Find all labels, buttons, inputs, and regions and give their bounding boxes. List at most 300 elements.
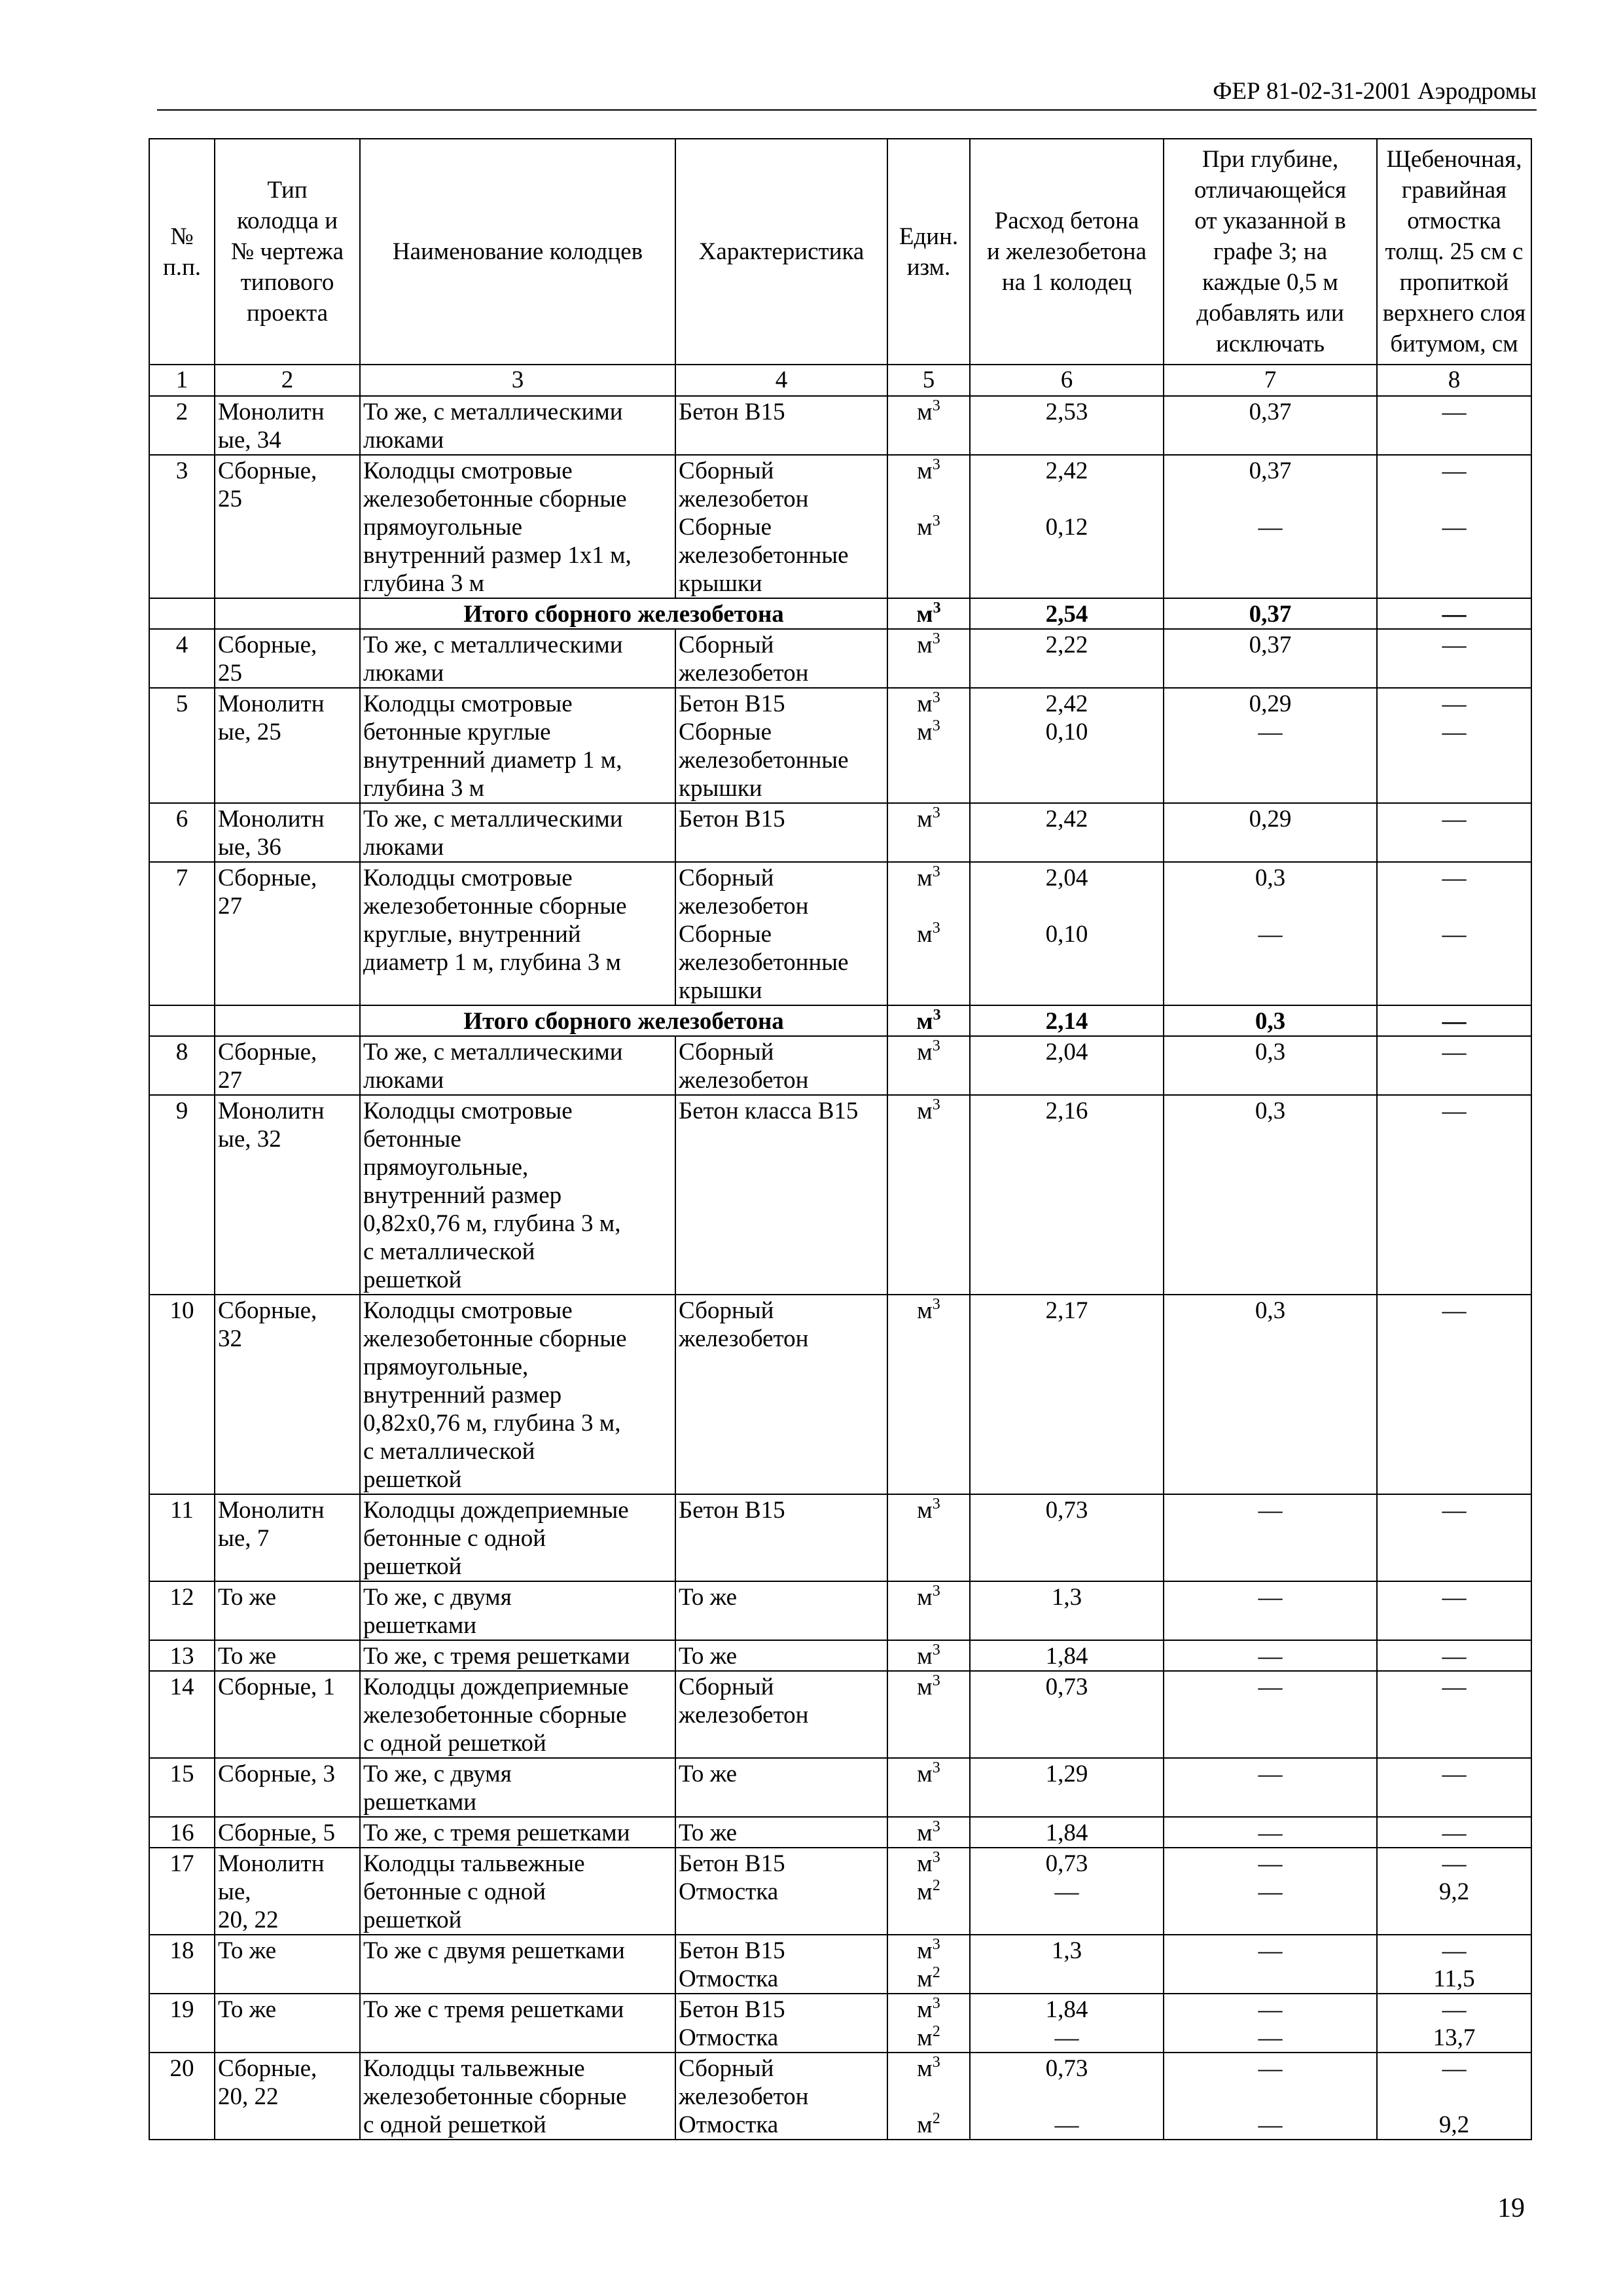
document-header: ФЕР 81-02-31-2001 Аэродромы: [1213, 78, 1537, 105]
characteristic-line: крышки: [679, 775, 762, 802]
unit-exponent: 2: [932, 1964, 940, 1981]
unit-exponent: 2: [932, 1877, 940, 1894]
concrete-value: 0,73: [1045, 1850, 1088, 1877]
unit-exponent: 3: [932, 1936, 940, 1953]
characteristic-line: Отмостка: [679, 1878, 779, 1905]
header-line: отличающейся: [1194, 177, 1347, 204]
concrete-value: 1,84: [1045, 1996, 1088, 2023]
spacer: [973, 1701, 1160, 1729]
unit-value: [891, 1583, 967, 1611]
table-body: [149, 396, 1531, 2140]
concrete-consumption: [970, 396, 1164, 455]
depth-value: —: [1258, 1820, 1283, 1846]
characteristic-line: Отмостка: [679, 1965, 779, 1992]
well-name: [360, 1640, 675, 1671]
spacer: [891, 948, 967, 977]
unit-base: м: [917, 457, 933, 484]
well-name: [360, 1994, 675, 2053]
spacer: [1167, 569, 1374, 598]
concrete-consumption: [970, 1817, 1164, 1848]
concrete-value: 1,84: [1045, 1820, 1088, 1846]
unit-base: м: [916, 1008, 933, 1035]
well-name: [360, 396, 675, 455]
unit-value: [891, 631, 967, 659]
depth-adjustment: [1164, 1095, 1377, 1295]
unit-base: м: [917, 2111, 933, 2138]
well-name-line: железобетонные сборные: [363, 1702, 627, 1729]
depth-value: —: [1258, 2024, 1283, 2051]
well-name: [360, 1817, 675, 1848]
table-row: [149, 2053, 1531, 2140]
well-name-line: внутренний размер: [363, 1182, 562, 1209]
concrete-value: —: [1054, 2111, 1079, 2138]
unit-exponent: 3: [932, 1995, 940, 2012]
spacer: [1380, 1325, 1528, 1353]
paving-value: —: [1442, 1761, 1467, 1787]
unit-base: м: [917, 2024, 933, 2051]
well-name-line: люками: [363, 1067, 444, 1094]
concrete-value: 2,42: [1045, 691, 1088, 717]
table-row: [149, 1994, 1531, 2053]
row-number: 16: [149, 1817, 215, 1848]
column-number: 7: [1164, 365, 1377, 396]
well-type: [215, 1494, 360, 1581]
row-number: 10: [149, 1295, 215, 1494]
well-type: [215, 1581, 360, 1640]
well-type-line: 32: [218, 1325, 242, 1352]
characteristic-line: железобетонные: [679, 747, 849, 774]
well-type: [215, 1095, 360, 1295]
well-name-line: решеткой: [363, 1266, 462, 1293]
well-name-line: с металлической: [363, 1438, 535, 1465]
unit-value: [891, 1642, 967, 1670]
well-name-line: железобетонные сборные: [363, 486, 627, 512]
paving-thickness: [1377, 862, 1531, 1005]
well-type-line: Монолитн: [218, 806, 325, 833]
spacer: [1380, 1066, 1528, 1094]
unit: [887, 1494, 970, 1581]
spacer: [891, 774, 967, 802]
header-line: каждые 0,5 м: [1202, 269, 1338, 296]
well-type-line: Сборные,: [218, 457, 317, 484]
well-type-line: То же: [218, 1996, 277, 2023]
total-unit: [887, 1005, 970, 1036]
column-number-row: [149, 365, 1531, 396]
spacer: [1167, 746, 1374, 774]
total-empty-cell: [215, 1005, 360, 1036]
concrete-consumption: [970, 1581, 1164, 1640]
header-cell-col-6: [970, 139, 1164, 365]
characteristic-line: железобетон: [679, 2083, 809, 2110]
well-name-line: Колодцы смотровые: [363, 1098, 573, 1124]
paving-thickness: [1377, 1935, 1531, 1994]
paving-thickness: [1377, 1758, 1531, 1817]
header-line: добавлять или: [1196, 300, 1344, 327]
well-name-line: прямоугольные: [363, 514, 523, 541]
spacer: [973, 485, 1160, 513]
column-number: 8: [1377, 365, 1531, 396]
depth-adjustment: [1164, 2053, 1377, 2140]
header-line: Наименование колодцев: [392, 238, 643, 265]
row-number: 4: [149, 629, 215, 688]
concrete-value: 2,42: [1045, 806, 1088, 833]
depth-value: [1167, 1965, 1374, 1993]
header-line: от указанной в: [1194, 207, 1346, 234]
row-number: 3: [149, 455, 215, 598]
unit-value: [891, 1965, 967, 1993]
unit: [887, 1036, 970, 1095]
spacer: [973, 892, 1160, 920]
unit-base: м: [917, 691, 933, 717]
table-row: [149, 1848, 1531, 1935]
characteristic-line: Бетон класса В15: [679, 1098, 859, 1124]
header-line: п.п.: [162, 253, 202, 281]
paving-value: —: [1442, 399, 1467, 425]
well-name-line: То же с тремя решетками: [363, 1996, 624, 2023]
table-row: [149, 1095, 1531, 1295]
well-type-line: 20, 22: [218, 2083, 279, 2110]
well-name-line: Колодцы смотровые: [363, 1297, 573, 1324]
unit-exponent: 3: [932, 397, 940, 414]
row-number: 6: [149, 803, 215, 862]
well-name: [360, 1095, 675, 1295]
unit-base: м: [917, 399, 933, 425]
unit: [887, 1295, 970, 1494]
depth-value: 0,29: [1249, 806, 1292, 833]
header-line: типового: [240, 269, 334, 296]
unit-value: [891, 718, 967, 746]
well-name-line: бетонные: [363, 1126, 461, 1153]
spacer: [1380, 659, 1528, 687]
concrete-consumption: [970, 1994, 1164, 2053]
well-type: [215, 1036, 360, 1095]
well-type-line: Сборные,: [218, 632, 317, 658]
unit-base: м: [917, 1039, 933, 1066]
unit-value: [891, 398, 967, 426]
spacer: [1380, 485, 1528, 513]
unit-value: [891, 513, 967, 541]
paving-thickness: [1377, 1671, 1531, 1758]
row-number: 7: [149, 862, 215, 1005]
unit: [887, 862, 970, 1005]
row-number: 14: [149, 1671, 215, 1758]
well-name-line: Колодцы тальвежные: [363, 1850, 585, 1877]
paving-thickness: [1377, 803, 1531, 862]
well-type-line: Монолитн: [218, 691, 325, 717]
concrete-value: [973, 1965, 1160, 1993]
header-line: графе 3; на: [1213, 238, 1327, 265]
characteristic: [675, 1671, 887, 1758]
column-number: 3: [360, 365, 675, 396]
characteristic-line: крышки: [679, 977, 762, 1004]
unit: [887, 629, 970, 688]
characteristic-line: железобетон: [679, 893, 809, 920]
well-name-line: 0,82x0,76 м, глубина 3 м,: [363, 1410, 621, 1437]
well-name-line: решеткой: [363, 1553, 462, 1580]
well-type-line: ые, 25: [218, 719, 281, 745]
unit-exponent: 3: [932, 1641, 940, 1659]
characteristic-line: Сборный: [679, 1674, 774, 1700]
table-row: [149, 1295, 1531, 1494]
paving-thickness: [1377, 629, 1531, 688]
total-empty-cell: [215, 598, 360, 629]
table-row: [149, 1494, 1531, 1581]
concrete-consumption: [970, 1935, 1164, 1994]
paving-value: 13,7: [1433, 2024, 1476, 2051]
well-name: [360, 1036, 675, 1095]
depth-value: —: [1258, 2055, 1283, 2082]
unit-base: м: [917, 1996, 933, 2023]
well-name: [360, 1295, 675, 1494]
well-type-line: 27: [218, 893, 242, 920]
spacer: [1167, 774, 1374, 802]
characteristic-line: То же: [679, 1820, 738, 1846]
unit-base: м: [917, 514, 933, 541]
header-line: Щебеночная,: [1386, 146, 1522, 173]
table-row: [149, 1817, 1531, 1848]
unit-base: м: [917, 865, 933, 891]
paving-value: —: [1442, 1850, 1467, 1877]
unit-value: [891, 2054, 967, 2083]
paving-value: 11,5: [1433, 1965, 1475, 1992]
total-unit-value: [891, 1007, 967, 1035]
characteristic: [675, 1848, 887, 1935]
unit-value: [891, 1496, 967, 1524]
paving-value: —: [1442, 1497, 1467, 1524]
paving-thickness: [1377, 2053, 1531, 2140]
concrete-consumption: [970, 1758, 1164, 1817]
unit-base: м: [917, 1098, 933, 1124]
characteristic: [675, 1581, 887, 1640]
unit-base: м: [917, 1878, 933, 1905]
well-type-line: Монолитн: [218, 399, 325, 425]
characteristic: [675, 1758, 887, 1817]
header-line: пропиткой: [1399, 269, 1509, 296]
unit-base: м: [916, 601, 933, 628]
depth-adjustment: [1164, 455, 1377, 598]
paving-thickness: [1377, 396, 1531, 455]
depth-adjustment: [1164, 862, 1377, 1005]
rates-table-container: [149, 138, 1531, 2140]
total-unit: [887, 598, 970, 629]
depth-adjustment: [1164, 1994, 1377, 2053]
concrete-consumption: [970, 803, 1164, 862]
spacer: [973, 746, 1160, 774]
concrete-value: 0,10: [1045, 921, 1088, 948]
characteristic: [675, 1494, 887, 1581]
unit: [887, 455, 970, 598]
unit: [887, 1848, 970, 1935]
depth-adjustment: [1164, 1036, 1377, 1095]
total-empty-cell: [149, 1005, 215, 1036]
characteristic-line: Сборный: [679, 2055, 774, 2082]
header-line: №: [170, 223, 194, 250]
header-line: отмостка: [1407, 207, 1501, 234]
unit-exponent: 3: [932, 1818, 940, 1835]
depth-value: 0,37: [1249, 399, 1292, 425]
unit: [887, 1640, 970, 1671]
concrete-consumption: [970, 1671, 1164, 1758]
header-cell-col-5: [887, 139, 970, 365]
header-line: Един.: [899, 223, 959, 250]
row-number: 13: [149, 1640, 215, 1671]
spacer: [1167, 948, 1374, 977]
paving-value: 9,2: [1438, 2111, 1470, 2138]
depth-adjustment: [1164, 1581, 1377, 1640]
header-line: толщ. 25 см с: [1385, 238, 1524, 265]
characteristic: [675, 688, 887, 803]
header-cell-col-1: [149, 139, 215, 365]
paving-thickness: [1377, 1640, 1531, 1671]
total-empty-cell: [149, 598, 215, 629]
well-name-line: То же, с металлическими: [363, 399, 623, 425]
total-label: Итого сборного железобетона: [360, 598, 887, 629]
well-type-line: Сборные, 1: [218, 1674, 336, 1700]
header-line: проекта: [246, 300, 329, 327]
concrete-value: 1,3: [1051, 1937, 1082, 1964]
unit-exponent: 3: [932, 863, 940, 880]
unit-exponent: 3: [932, 1296, 940, 1313]
table-row: [149, 688, 1531, 803]
characteristic: [675, 1295, 887, 1494]
spacer: [1380, 569, 1528, 598]
unit-value: [891, 1097, 967, 1125]
paving-thickness: [1377, 1036, 1531, 1095]
concrete-value: 0,73: [1045, 1497, 1088, 1524]
well-name-line: люками: [363, 427, 444, 454]
unit-value: [891, 920, 967, 948]
unit-base: м: [917, 1965, 933, 1992]
well-name-line: То же, с двумя: [363, 1584, 512, 1611]
depth-value: —: [1258, 921, 1283, 948]
characteristic: [675, 455, 887, 598]
characteristic-line: Бетон В15: [679, 1850, 785, 1877]
spacer: [1167, 541, 1374, 569]
unit: [887, 1095, 970, 1295]
concrete-value: 2,42: [1045, 457, 1088, 484]
depth-value: —: [1258, 1674, 1283, 1700]
concrete-value: 0,73: [1045, 1674, 1088, 1700]
spacer: [1167, 659, 1374, 687]
total-row: [149, 598, 1531, 629]
spacer: [1167, 1066, 1374, 1094]
characteristic-line: Сборный: [679, 865, 774, 891]
characteristic-line: То же: [679, 1643, 738, 1670]
well-name-line: прямоугольные,: [363, 1154, 529, 1181]
well-type-line: Монолитн: [218, 1098, 325, 1124]
well-name: [360, 1935, 675, 1994]
well-name-line: бетонные с одной: [363, 1878, 546, 1905]
unit-exponent: 3: [932, 630, 940, 647]
unit-base: м: [917, 2055, 933, 2082]
characteristic-line: Сборные: [679, 921, 772, 948]
unit-base: м: [917, 1937, 933, 1964]
spacer: [973, 1325, 1160, 1353]
header-rule: [157, 109, 1537, 111]
row-number: 20: [149, 2053, 215, 2140]
header-cell-col-4: [675, 139, 887, 365]
well-type: [215, 2053, 360, 2140]
unit: [887, 803, 970, 862]
table-row: [149, 1758, 1531, 1817]
row-number: 2: [149, 396, 215, 455]
well-type: [215, 1817, 360, 1848]
depth-adjustment: [1164, 688, 1377, 803]
characteristic-line: Отмостка: [679, 2024, 779, 2051]
well-type-line: ые, 34: [218, 427, 281, 454]
table-row: [149, 1671, 1531, 1758]
characteristic-line: железобетон: [679, 486, 809, 512]
characteristic-line: крышки: [679, 570, 762, 597]
well-type: [215, 1994, 360, 2053]
column-number: 2: [215, 365, 360, 396]
well-name: [360, 688, 675, 803]
well-type: [215, 1671, 360, 1758]
unit-exponent: 3: [932, 1849, 940, 1866]
well-type-line: То же: [218, 1643, 277, 1670]
unit-value: [891, 1819, 967, 1847]
depth-value: 0,3: [1255, 1039, 1286, 1066]
paving-value: —: [1442, 1098, 1467, 1124]
characteristic-line: железобетон: [679, 1325, 809, 1352]
well-name-line: То же с двумя решетками: [363, 1937, 625, 1964]
well-name: [360, 1758, 675, 1817]
depth-adjustment: [1164, 1848, 1377, 1935]
paving-value: —: [1442, 457, 1467, 484]
concrete-value: 1,29: [1045, 1761, 1088, 1787]
depth-adjustment: [1164, 1295, 1377, 1494]
unit-value: [891, 1038, 967, 1066]
spacer: [891, 485, 967, 513]
depth-value: —: [1258, 2111, 1283, 2138]
header-line: исключать: [1215, 331, 1325, 357]
well-type: [215, 396, 360, 455]
well-name-line: То же, с металлическими: [363, 632, 623, 658]
spacer: [891, 1325, 967, 1353]
depth-value: —: [1258, 719, 1283, 745]
unit-value: [891, 1878, 967, 1906]
unit-exponent: 3: [932, 717, 940, 734]
well-name-line: бетонные круглые: [363, 719, 551, 745]
unit: [887, 396, 970, 455]
well-name-line: Колодцы смотровые: [363, 691, 573, 717]
spacer: [891, 2083, 967, 2111]
unit-value: [891, 690, 967, 718]
header-line: Расход бетона: [994, 207, 1139, 234]
unit-exponent: 3: [932, 1096, 940, 1113]
well-type-line: Сборные,: [218, 1039, 317, 1066]
spacer: [1167, 892, 1374, 920]
unit-exponent: 3: [933, 1007, 941, 1024]
well-name-line: решетками: [363, 1612, 477, 1639]
well-name-line: внутренний диаметр 1 м,: [363, 747, 622, 774]
spacer: [891, 541, 967, 569]
concrete-value: —: [1054, 2024, 1079, 2051]
well-name-line: люками: [363, 834, 444, 861]
well-name: [360, 1494, 675, 1581]
row-number: 9: [149, 1095, 215, 1295]
unit-base: м: [917, 1761, 933, 1787]
well-name-line: с одной решеткой: [363, 2111, 546, 2138]
unit-value: [891, 2024, 967, 2052]
unit: [887, 2053, 970, 2140]
concrete-consumption: [970, 2053, 1164, 2140]
characteristic: [675, 1817, 887, 1848]
well-type-line: То же: [218, 1584, 277, 1611]
unit-value: [891, 864, 967, 892]
depth-value: —: [1258, 1996, 1283, 2023]
row-number: 11: [149, 1494, 215, 1581]
